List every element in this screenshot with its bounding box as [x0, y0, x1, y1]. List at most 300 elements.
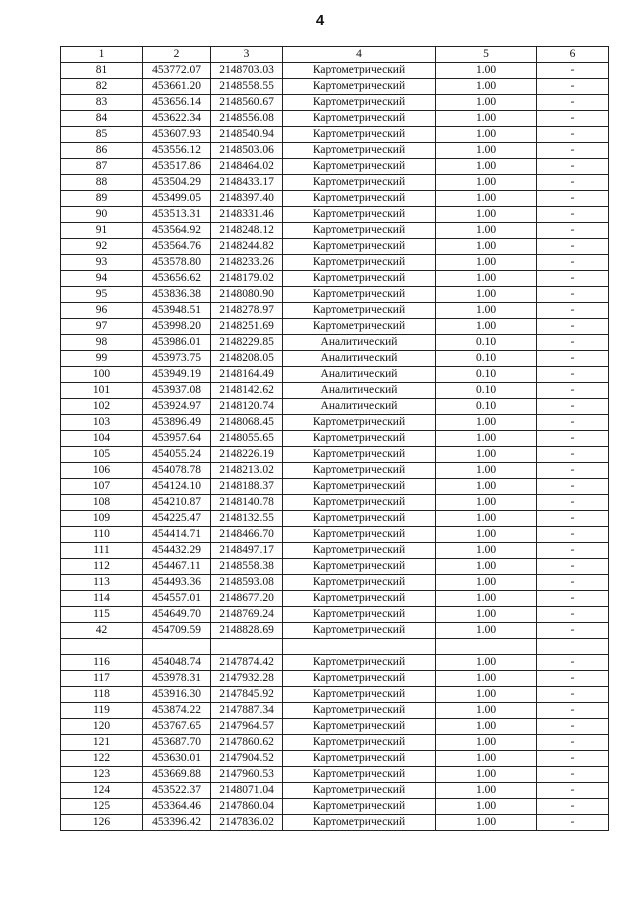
accuracy-cell: 1.00 — [436, 671, 537, 687]
table-row — [61, 287, 609, 303]
method-cell — [283, 639, 436, 655]
point-number-cell: 109 — [61, 511, 143, 527]
method-cell: Картометрический — [283, 607, 436, 623]
x-coordinate-cell: 453630.01 — [143, 751, 211, 767]
method-cell: Картометрический — [283, 815, 436, 831]
x-coordinate-cell: 453948.51 — [143, 303, 211, 319]
note-cell: - — [537, 191, 609, 207]
note-cell: - — [537, 815, 609, 831]
y-coordinate-cell: 2148828.69 — [211, 623, 283, 639]
y-coordinate-cell: 2147887.34 — [211, 703, 283, 719]
accuracy-cell: 1.00 — [436, 767, 537, 783]
method-cell: Картометрический — [283, 543, 436, 559]
column-header-6: 6 — [537, 47, 609, 63]
method-cell: Картометрический — [283, 271, 436, 287]
x-coordinate-cell: 454493.36 — [143, 575, 211, 591]
table-row — [61, 303, 609, 319]
point-number-cell: 116 — [61, 655, 143, 671]
note-cell: - — [537, 479, 609, 495]
method-cell: Картометрический — [283, 191, 436, 207]
y-coordinate-cell: 2148132.55 — [211, 511, 283, 527]
x-coordinate-cell: 453986.01 — [143, 335, 211, 351]
point-number-cell: 115 — [61, 607, 143, 623]
point-number-cell: 81 — [61, 63, 143, 79]
point-number-cell: 85 — [61, 127, 143, 143]
table-header-row — [61, 47, 609, 63]
point-number-cell: 124 — [61, 783, 143, 799]
note-cell: - — [537, 751, 609, 767]
accuracy-cell: 1.00 — [436, 159, 537, 175]
method-cell: Аналитический — [283, 399, 436, 415]
x-coordinate-cell: 453973.75 — [143, 351, 211, 367]
point-number-cell: 99 — [61, 351, 143, 367]
table-row — [61, 143, 609, 159]
note-cell: - — [537, 175, 609, 191]
accuracy-cell: 1.00 — [436, 719, 537, 735]
x-coordinate-cell: 454124.10 — [143, 479, 211, 495]
method-cell: Аналитический — [283, 367, 436, 383]
note-cell: - — [537, 463, 609, 479]
accuracy-cell: 1.00 — [436, 655, 537, 671]
point-number-cell: 100 — [61, 367, 143, 383]
note-cell: - — [537, 607, 609, 623]
point-number-cell: 105 — [61, 447, 143, 463]
method-cell: Картометрический — [283, 447, 436, 463]
note-cell: - — [537, 575, 609, 591]
x-coordinate-cell: 454649.70 — [143, 607, 211, 623]
note-cell: - — [537, 527, 609, 543]
note-cell: - — [537, 287, 609, 303]
method-cell: Картометрический — [283, 127, 436, 143]
accuracy-cell: 1.00 — [436, 143, 537, 159]
y-coordinate-cell: 2147874.42 — [211, 655, 283, 671]
page-number: 4 — [315, 12, 325, 29]
note-cell: - — [537, 383, 609, 399]
table-row — [61, 319, 609, 335]
x-coordinate-cell: 453564.76 — [143, 239, 211, 255]
note-cell: - — [537, 559, 609, 575]
y-coordinate-cell: 2148433.17 — [211, 175, 283, 191]
point-number-cell: 120 — [61, 719, 143, 735]
table-row — [61, 671, 609, 687]
accuracy-cell: 1.00 — [436, 175, 537, 191]
x-coordinate-cell: 454225.47 — [143, 511, 211, 527]
method-cell: Картометрический — [283, 591, 436, 607]
y-coordinate-cell: 2148140.78 — [211, 495, 283, 511]
x-coordinate-cell: 453998.20 — [143, 319, 211, 335]
table-row — [61, 799, 609, 815]
accuracy-cell: 0.10 — [436, 335, 537, 351]
x-coordinate-cell: 453556.12 — [143, 143, 211, 159]
table-row — [61, 159, 609, 175]
method-cell: Картометрический — [283, 495, 436, 511]
point-number-cell: 104 — [61, 431, 143, 447]
method-cell: Аналитический — [283, 383, 436, 399]
table-row — [61, 687, 609, 703]
point-number-cell: 114 — [61, 591, 143, 607]
accuracy-cell: 1.00 — [436, 783, 537, 799]
accuracy-cell: 0.10 — [436, 367, 537, 383]
y-coordinate-cell: 2148208.05 — [211, 351, 283, 367]
method-cell: Картометрический — [283, 559, 436, 575]
method-cell: Картометрический — [283, 799, 436, 815]
column-header-5: 5 — [436, 47, 537, 63]
note-cell: - — [537, 799, 609, 815]
accuracy-cell: 1.00 — [436, 543, 537, 559]
point-number-cell: 84 — [61, 111, 143, 127]
note-cell: - — [537, 271, 609, 287]
accuracy-cell: 1.00 — [436, 207, 537, 223]
table-row — [61, 767, 609, 783]
point-number-cell: 93 — [61, 255, 143, 271]
y-coordinate-cell: 2148226.19 — [211, 447, 283, 463]
table-row — [61, 735, 609, 751]
table-row — [61, 431, 609, 447]
method-cell: Картометрический — [283, 255, 436, 271]
y-coordinate-cell: 2147904.52 — [211, 751, 283, 767]
note-cell: - — [537, 127, 609, 143]
note-cell: - — [537, 239, 609, 255]
x-coordinate-cell: 454432.29 — [143, 543, 211, 559]
accuracy-cell: 1.00 — [436, 63, 537, 79]
x-coordinate-cell: 453656.62 — [143, 271, 211, 287]
point-number-cell: 117 — [61, 671, 143, 687]
accuracy-cell: 1.00 — [436, 319, 537, 335]
x-coordinate-cell: 453396.42 — [143, 815, 211, 831]
column-header-4: 4 — [283, 47, 436, 63]
method-cell: Картометрический — [283, 175, 436, 191]
note-cell: - — [537, 655, 609, 671]
table-row — [61, 255, 609, 271]
x-coordinate-cell: 453661.20 — [143, 79, 211, 95]
point-number-cell: 107 — [61, 479, 143, 495]
x-coordinate-cell: 454048.74 — [143, 655, 211, 671]
method-cell: Картометрический — [283, 431, 436, 447]
y-coordinate-cell: 2148229.85 — [211, 335, 283, 351]
x-coordinate-cell: 453836.38 — [143, 287, 211, 303]
note-cell: - — [537, 783, 609, 799]
table-row — [61, 559, 609, 575]
method-cell: Картометрический — [283, 79, 436, 95]
y-coordinate-cell: 2147860.62 — [211, 735, 283, 751]
x-coordinate-cell: 453916.30 — [143, 687, 211, 703]
table-row — [61, 527, 609, 543]
method-cell: Картометрический — [283, 527, 436, 543]
table-row — [61, 207, 609, 223]
y-coordinate-cell: 2148503.06 — [211, 143, 283, 159]
x-coordinate-cell: 453578.80 — [143, 255, 211, 271]
method-cell: Картометрический — [283, 111, 436, 127]
accuracy-cell: 1.00 — [436, 815, 537, 831]
point-number-cell: 42 — [61, 623, 143, 639]
accuracy-cell: 1.00 — [436, 751, 537, 767]
table-row — [61, 223, 609, 239]
method-cell: Картометрический — [283, 671, 436, 687]
method-cell: Картометрический — [283, 655, 436, 671]
y-coordinate-cell: 2147960.53 — [211, 767, 283, 783]
x-coordinate-cell: 453767.65 — [143, 719, 211, 735]
table-row — [61, 271, 609, 287]
y-coordinate-cell: 2148068.45 — [211, 415, 283, 431]
note-cell: - — [537, 767, 609, 783]
column-header-2: 2 — [143, 47, 211, 63]
note-cell: - — [537, 207, 609, 223]
method-cell: Картометрический — [283, 319, 436, 335]
point-number-cell: 111 — [61, 543, 143, 559]
accuracy-cell: 1.00 — [436, 575, 537, 591]
accuracy-cell: 1.00 — [436, 527, 537, 543]
note-cell: - — [537, 79, 609, 95]
accuracy-cell: 1.00 — [436, 735, 537, 751]
note-cell: - — [537, 719, 609, 735]
point-number-cell: 95 — [61, 287, 143, 303]
note-cell: - — [537, 63, 609, 79]
accuracy-cell: 1.00 — [436, 479, 537, 495]
accuracy-cell: 1.00 — [436, 431, 537, 447]
point-number-cell: 98 — [61, 335, 143, 351]
y-coordinate-cell: 2148251.69 — [211, 319, 283, 335]
note-cell: - — [537, 223, 609, 239]
table-row — [61, 175, 609, 191]
accuracy-cell: 1.00 — [436, 95, 537, 111]
y-coordinate-cell: 2148677.20 — [211, 591, 283, 607]
table-row — [61, 463, 609, 479]
table-row — [61, 655, 609, 671]
accuracy-cell: 1.00 — [436, 559, 537, 575]
point-number-cell: 86 — [61, 143, 143, 159]
y-coordinate-cell: 2148233.26 — [211, 255, 283, 271]
accuracy-cell: 1.00 — [436, 223, 537, 239]
note-cell: - — [537, 431, 609, 447]
method-cell: Картометрический — [283, 767, 436, 783]
table-row — [61, 751, 609, 767]
accuracy-cell: 1.00 — [436, 111, 537, 127]
y-coordinate-cell: 2147860.04 — [211, 799, 283, 815]
method-cell: Картометрический — [283, 63, 436, 79]
x-coordinate-cell: 453607.93 — [143, 127, 211, 143]
coordinates-table — [60, 46, 609, 831]
x-coordinate-cell: 453772.07 — [143, 63, 211, 79]
table-row — [61, 63, 609, 79]
x-coordinate-cell: 453522.37 — [143, 783, 211, 799]
x-coordinate-cell: 453949.19 — [143, 367, 211, 383]
accuracy-cell: 1.00 — [436, 127, 537, 143]
y-coordinate-cell: 2148278.97 — [211, 303, 283, 319]
method-cell: Картометрический — [283, 159, 436, 175]
x-coordinate-cell: 453978.31 — [143, 671, 211, 687]
table-row — [61, 191, 609, 207]
point-number-cell: 119 — [61, 703, 143, 719]
method-cell: Картометрический — [283, 575, 436, 591]
note-cell: - — [537, 703, 609, 719]
y-coordinate-cell: 2147964.57 — [211, 719, 283, 735]
table-row — [61, 79, 609, 95]
accuracy-cell: 1.00 — [436, 415, 537, 431]
y-coordinate-cell: 2148179.02 — [211, 271, 283, 287]
x-coordinate-cell: 453517.86 — [143, 159, 211, 175]
table-row — [61, 367, 609, 383]
method-cell: Картометрический — [283, 479, 436, 495]
y-coordinate-cell — [211, 639, 283, 655]
point-number-cell: 101 — [61, 383, 143, 399]
x-coordinate-cell: 453622.34 — [143, 111, 211, 127]
x-coordinate-cell: 454078.78 — [143, 463, 211, 479]
point-number-cell: 92 — [61, 239, 143, 255]
note-cell: - — [537, 111, 609, 127]
point-number-cell: 89 — [61, 191, 143, 207]
method-cell: Картометрический — [283, 751, 436, 767]
accuracy-cell: 1.00 — [436, 607, 537, 623]
table-row — [61, 575, 609, 591]
point-number-cell: 103 — [61, 415, 143, 431]
note-cell: - — [537, 367, 609, 383]
accuracy-cell: 0.10 — [436, 399, 537, 415]
y-coordinate-cell: 2148071.04 — [211, 783, 283, 799]
x-coordinate-cell: 453504.29 — [143, 175, 211, 191]
y-coordinate-cell: 2148497.17 — [211, 543, 283, 559]
accuracy-cell: 1.00 — [436, 255, 537, 271]
column-header-1: 1 — [61, 47, 143, 63]
accuracy-cell: 1.00 — [436, 591, 537, 607]
y-coordinate-cell: 2148540.94 — [211, 127, 283, 143]
note-cell: - — [537, 735, 609, 751]
point-number-cell: 96 — [61, 303, 143, 319]
y-coordinate-cell: 2148558.38 — [211, 559, 283, 575]
point-number-cell: 110 — [61, 527, 143, 543]
accuracy-cell: 1.00 — [436, 303, 537, 319]
y-coordinate-cell: 2148164.49 — [211, 367, 283, 383]
y-coordinate-cell: 2148558.55 — [211, 79, 283, 95]
note-cell: - — [537, 95, 609, 111]
x-coordinate-cell: 454557.01 — [143, 591, 211, 607]
accuracy-cell: 1.00 — [436, 287, 537, 303]
point-number-cell: 122 — [61, 751, 143, 767]
method-cell: Картометрический — [283, 463, 436, 479]
table-body — [61, 63, 609, 831]
y-coordinate-cell: 2148464.02 — [211, 159, 283, 175]
column-header-3: 3 — [211, 47, 283, 63]
y-coordinate-cell: 2148248.12 — [211, 223, 283, 239]
x-coordinate-cell: 453957.64 — [143, 431, 211, 447]
x-coordinate-cell: 454709.59 — [143, 623, 211, 639]
note-cell: - — [537, 511, 609, 527]
note-cell: - — [537, 399, 609, 415]
table-row — [61, 495, 609, 511]
table-row — [61, 95, 609, 111]
x-coordinate-cell: 453564.92 — [143, 223, 211, 239]
method-cell: Картометрический — [283, 239, 436, 255]
note-cell: - — [537, 543, 609, 559]
accuracy-cell: 1.00 — [436, 799, 537, 815]
y-coordinate-cell: 2148593.08 — [211, 575, 283, 591]
accuracy-cell: 1.00 — [436, 495, 537, 511]
table-row — [61, 111, 609, 127]
table-row — [61, 639, 609, 655]
note-cell: - — [537, 255, 609, 271]
table-row — [61, 335, 609, 351]
method-cell: Картометрический — [283, 223, 436, 239]
x-coordinate-cell: 453874.22 — [143, 703, 211, 719]
x-coordinate-cell: 453656.14 — [143, 95, 211, 111]
y-coordinate-cell: 2148055.65 — [211, 431, 283, 447]
x-coordinate-cell: 454414.71 — [143, 527, 211, 543]
note-cell: - — [537, 623, 609, 639]
accuracy-cell: 1.00 — [436, 511, 537, 527]
point-number-cell: 112 — [61, 559, 143, 575]
accuracy-cell: 1.00 — [436, 687, 537, 703]
table-row — [61, 719, 609, 735]
point-number-cell: 97 — [61, 319, 143, 335]
point-number-cell: 82 — [61, 79, 143, 95]
accuracy-cell: 1.00 — [436, 239, 537, 255]
note-cell: - — [537, 303, 609, 319]
point-number-cell: 102 — [61, 399, 143, 415]
y-coordinate-cell: 2148142.62 — [211, 383, 283, 399]
accuracy-cell — [436, 639, 537, 655]
y-coordinate-cell: 2147932.28 — [211, 671, 283, 687]
method-cell: Картометрический — [283, 783, 436, 799]
table-row — [61, 415, 609, 431]
method-cell: Картометрический — [283, 207, 436, 223]
method-cell: Картометрический — [283, 623, 436, 639]
note-cell: - — [537, 335, 609, 351]
note-cell — [537, 639, 609, 655]
y-coordinate-cell: 2148397.40 — [211, 191, 283, 207]
y-coordinate-cell: 2148188.37 — [211, 479, 283, 495]
accuracy-cell: 1.00 — [436, 79, 537, 95]
method-cell: Картометрический — [283, 735, 436, 751]
y-coordinate-cell: 2147836.02 — [211, 815, 283, 831]
method-cell: Картометрический — [283, 143, 436, 159]
y-coordinate-cell: 2148556.08 — [211, 111, 283, 127]
y-coordinate-cell: 2148244.82 — [211, 239, 283, 255]
x-coordinate-cell: 453924.97 — [143, 399, 211, 415]
table-row — [61, 591, 609, 607]
table-row — [61, 623, 609, 639]
point-number-cell: 88 — [61, 175, 143, 191]
table-row — [61, 815, 609, 831]
accuracy-cell: 1.00 — [436, 623, 537, 639]
y-coordinate-cell: 2148560.67 — [211, 95, 283, 111]
x-coordinate-cell: 454467.11 — [143, 559, 211, 575]
point-number-cell: 118 — [61, 687, 143, 703]
x-coordinate-cell: 453896.49 — [143, 415, 211, 431]
point-number-cell: 94 — [61, 271, 143, 287]
point-number-cell: 108 — [61, 495, 143, 511]
table-row — [61, 351, 609, 367]
x-coordinate-cell: 453687.70 — [143, 735, 211, 751]
table-row — [61, 127, 609, 143]
accuracy-cell: 1.00 — [436, 703, 537, 719]
note-cell: - — [537, 143, 609, 159]
note-cell: - — [537, 159, 609, 175]
method-cell: Картометрический — [283, 703, 436, 719]
table-row — [61, 479, 609, 495]
point-number-cell: 87 — [61, 159, 143, 175]
y-coordinate-cell: 2148331.46 — [211, 207, 283, 223]
point-number-cell: 121 — [61, 735, 143, 751]
note-cell: - — [537, 447, 609, 463]
table-row — [61, 783, 609, 799]
table-row — [61, 703, 609, 719]
note-cell: - — [537, 319, 609, 335]
accuracy-cell: 1.00 — [436, 191, 537, 207]
accuracy-cell: 1.00 — [436, 447, 537, 463]
method-cell: Картометрический — [283, 687, 436, 703]
table-row — [61, 239, 609, 255]
x-coordinate-cell: 453364.46 — [143, 799, 211, 815]
table-row — [61, 511, 609, 527]
